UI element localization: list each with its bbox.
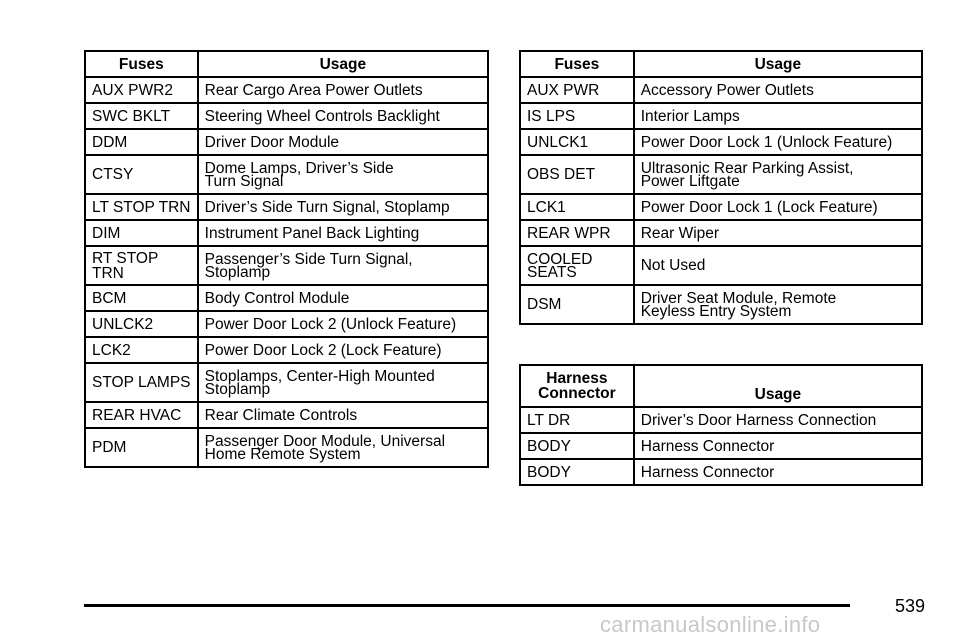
connector-cell: BODY — [520, 459, 634, 485]
usage-line: Stoplamp — [204, 263, 271, 281]
fuse-cell: LCK1 — [520, 194, 634, 220]
usage-cell — [198, 155, 488, 194]
connector-cell: BODY — [520, 433, 634, 459]
fuse-cell: DIM — [85, 220, 198, 246]
table-row — [520, 433, 922, 459]
fuse-cell: REAR HVAC — [85, 402, 198, 428]
usage-cell — [634, 285, 922, 324]
usage-line: Stoplamp — [204, 380, 271, 398]
header-line: Connector — [538, 385, 616, 402]
usage-cell: Instrument Panel Back Lighting — [198, 220, 488, 246]
fuse-cell: RT STOP TRN — [85, 246, 198, 285]
fuse-cell: PDM — [85, 428, 198, 467]
usage-cell — [198, 428, 488, 467]
usage-cell: Driver’s Door Harness Connection — [634, 407, 922, 433]
fuse-cell: DDM — [85, 129, 198, 155]
usage-line: Keyless Entry System — [640, 302, 792, 320]
usage-cell: Interior Lamps — [634, 103, 922, 129]
fuse-cell: SWC BKLT — [85, 103, 198, 129]
usage-cell: Steering Wheel Controls Backlight — [198, 103, 488, 129]
table-row — [85, 402, 488, 428]
table-row — [85, 363, 488, 402]
usage-cell: Harness Connector — [634, 433, 922, 459]
fuse-cell: OBS DET — [520, 155, 634, 194]
usage-line: Ultrasonic Rear Parking Assist, — [640, 159, 854, 177]
header-usage: Usage — [634, 365, 922, 407]
harness-table — [519, 364, 923, 486]
fuse-cell: LT STOP TRN — [85, 194, 198, 220]
usage-cell — [634, 155, 922, 194]
table-row — [520, 220, 922, 246]
table-row — [520, 129, 922, 155]
table-header-row — [520, 51, 922, 77]
table-row — [85, 246, 488, 285]
fuse-line: COOLED — [527, 250, 593, 268]
fuse-cell: AUX PWR2 — [85, 77, 198, 103]
connector-cell: LT DR — [520, 407, 634, 433]
header-fuses: Fuses — [520, 51, 634, 77]
fuse-cell: UNLCK2 — [85, 311, 198, 337]
table-header-row — [520, 365, 922, 407]
usage-cell — [198, 246, 488, 285]
usage-line: Dome Lamps, Driver’s Side — [204, 159, 394, 177]
header-fuses: Fuses — [85, 51, 198, 77]
fuse-table-left — [84, 50, 489, 468]
table-row — [85, 311, 488, 337]
footer-rule — [84, 604, 850, 607]
fuse-line: SEATS — [527, 263, 577, 281]
table-row — [85, 103, 488, 129]
usage-cell: Driver’s Side Turn Signal, Stoplamp — [198, 194, 488, 220]
fuse-cell: CTSY — [85, 155, 198, 194]
usage-line: Passenger Door Module, Universal — [204, 432, 446, 450]
usage-line: Turn Signal — [204, 172, 284, 190]
usage-line: Power Liftgate — [640, 172, 740, 190]
table-row — [85, 220, 488, 246]
fuse-table-right — [519, 50, 923, 325]
table-row — [85, 337, 488, 363]
fuse-cell — [520, 246, 634, 285]
usage-cell: Not Used — [634, 246, 922, 285]
header-line: Harness — [546, 370, 608, 387]
usage-cell: Rear Climate Controls — [198, 402, 488, 428]
table-row — [520, 246, 922, 285]
table-row — [520, 285, 922, 324]
table-row — [520, 407, 922, 433]
table-row — [520, 459, 922, 485]
fuse-cell: IS LPS — [520, 103, 634, 129]
table-row — [85, 77, 488, 103]
usage-cell: Rear Wiper — [634, 220, 922, 246]
usage-cell: Power Door Lock 1 (Lock Feature) — [634, 194, 922, 220]
fuse-cell: STOP LAMPS — [85, 363, 198, 402]
usage-cell: Harness Connector — [634, 459, 922, 485]
table-row — [520, 103, 922, 129]
usage-cell: Power Door Lock 1 (Unlock Feature) — [634, 129, 922, 155]
fuse-cell: AUX PWR — [520, 77, 634, 103]
table-row — [520, 155, 922, 194]
watermark: carmanualsonline.info — [600, 612, 821, 637]
usage-cell: Accessory Power Outlets — [634, 77, 922, 103]
usage-line: Passenger’s Side Turn Signal, — [204, 250, 413, 268]
header-usage: Usage — [634, 51, 922, 77]
table-row — [85, 428, 488, 467]
table-row — [85, 285, 488, 311]
fuse-cell: REAR WPR — [520, 220, 634, 246]
table-header-row — [85, 51, 488, 77]
usage-cell: Driver Door Module — [198, 129, 488, 155]
usage-line: Stoplamps, Center-High Mounted — [204, 367, 435, 385]
header-harness-connector — [520, 365, 634, 407]
usage-line: Home Remote System — [204, 445, 361, 463]
usage-cell: Power Door Lock 2 (Lock Feature) — [198, 337, 488, 363]
table-row — [85, 129, 488, 155]
fuse-cell: LCK2 — [85, 337, 198, 363]
fuse-cell: BCM — [85, 285, 198, 311]
usage-cell: Power Door Lock 2 (Unlock Feature) — [198, 311, 488, 337]
table-row — [85, 155, 488, 194]
table-row — [85, 194, 488, 220]
usage-cell: Body Control Module — [198, 285, 488, 311]
fuse-cell: UNLCK1 — [520, 129, 634, 155]
table-row — [520, 194, 922, 220]
fuse-cell: DSM — [520, 285, 634, 324]
usage-cell — [198, 363, 488, 402]
page-number: 539 — [895, 596, 926, 616]
usage-cell: Rear Cargo Area Power Outlets — [198, 77, 488, 103]
header-usage: Usage — [198, 51, 488, 77]
table-row — [520, 77, 922, 103]
usage-line: Driver Seat Module, Remote — [640, 289, 837, 307]
